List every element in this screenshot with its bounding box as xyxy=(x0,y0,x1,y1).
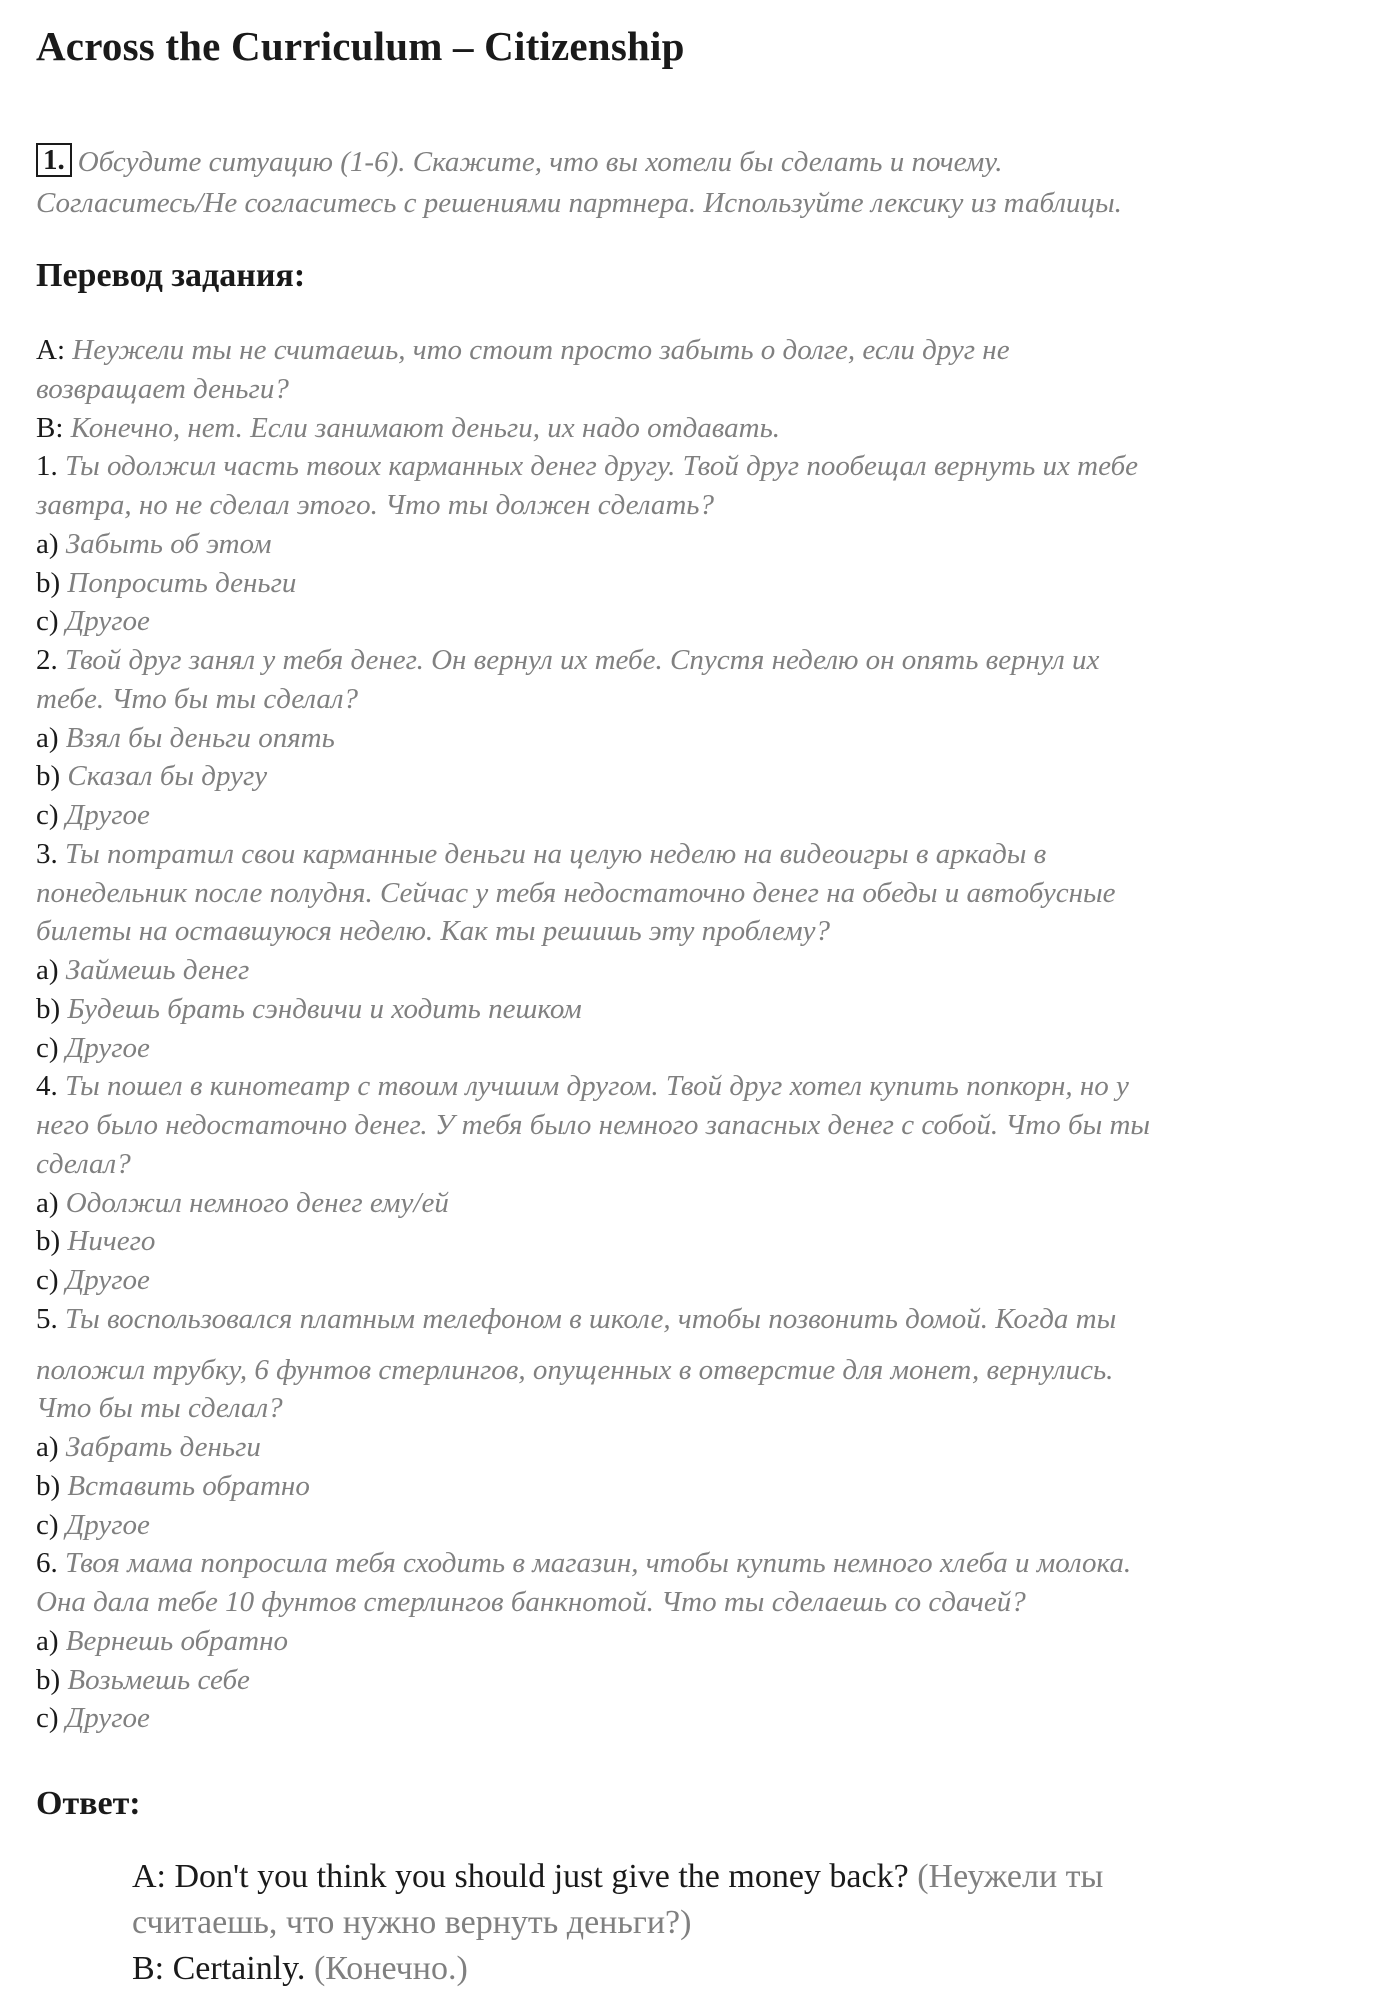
option-item xyxy=(36,1184,1366,1223)
option-mark: b) xyxy=(36,992,61,1025)
situation-number: 1. xyxy=(36,450,58,483)
situation-text: Твой друг занял у тебя денег. Он вернул их тебе. Спустя неделю он опять вернул их xyxy=(65,644,1100,676)
option-item xyxy=(36,951,1366,990)
answer-a-line-2: считаешь, что нужно вернуть деньги?) xyxy=(132,1904,692,1941)
option-item xyxy=(36,796,1366,835)
option-text: Одолжил немного денег ему/ей xyxy=(65,1186,449,1219)
situation-5-line-3: Что бы ты сделал? xyxy=(36,1392,283,1425)
intro-b-line-1 xyxy=(36,409,1366,448)
option-mark: a) xyxy=(36,1431,59,1463)
intro-text: Конечно, нет. Если занимают деньги, их надо отдавать. xyxy=(70,411,781,444)
speaker-label: A: xyxy=(36,334,65,366)
option-mark: a) xyxy=(36,954,59,986)
translation-block xyxy=(36,331,1366,1738)
task-instruction xyxy=(36,142,1366,224)
option-mark: b) xyxy=(36,566,61,599)
option-mark: c) xyxy=(36,605,59,638)
intro-text: Неужели ты не считаешь, что стоит просто забыть о долге, если друг не xyxy=(72,334,1010,366)
situation-3-line-1 xyxy=(36,835,1366,874)
option-text: Другое xyxy=(65,1264,150,1296)
option-item xyxy=(36,602,1366,641)
option-item xyxy=(36,1261,1366,1300)
situation-1-line-2: завтра, но не сделал этого. Что ты должен сделать? xyxy=(36,489,714,521)
option-mark: c) xyxy=(36,1264,59,1296)
option-mark: b) xyxy=(36,760,61,793)
option-mark: c) xyxy=(36,1702,59,1735)
option-text: Вернешь обратно xyxy=(65,1624,288,1657)
option-text: Займешь денег xyxy=(65,954,250,986)
option-text: Вставить обратно xyxy=(67,1469,310,1502)
situation-number: 4. xyxy=(36,1070,58,1103)
situation-2-line-2: тебе. Что бы ты сделал? xyxy=(36,682,359,715)
option-mark: a) xyxy=(36,721,59,754)
situation-3-line-3: билеты на оставшуюся неделю. Как ты решишь эту проблему? xyxy=(36,915,831,948)
option-item xyxy=(36,1029,1366,1068)
answer-block xyxy=(132,1854,1282,1992)
option-mark: b) xyxy=(36,1225,61,1258)
option-item xyxy=(36,1699,1366,1738)
situation-1-line-1 xyxy=(36,447,1366,486)
spacer xyxy=(36,1339,1366,1351)
situation-text: Ты одолжил часть твоих карманных денег другу. Твой друг пообещал вернуть их тебе xyxy=(65,450,1139,483)
situation-3-line-2: понедельник после полудня. Сейчас у тебя недостаточно денег на обеды и автобусные xyxy=(36,876,1116,909)
situation-4-line-3: сделал? xyxy=(36,1147,131,1180)
speaker-label: B: xyxy=(36,411,64,444)
option-item xyxy=(36,1467,1366,1506)
option-item xyxy=(36,1622,1366,1661)
option-mark: c) xyxy=(36,799,59,831)
option-item xyxy=(36,719,1366,758)
intro-a-line-2: возвращает деньги? xyxy=(36,372,289,405)
intro-a-line-1 xyxy=(36,331,1366,370)
option-text: Другое xyxy=(65,799,150,831)
answer-a-line-1 xyxy=(132,1854,1282,1900)
option-item xyxy=(36,1222,1366,1261)
answer-b-line-1 xyxy=(132,1946,1282,1992)
option-text: Другое xyxy=(65,1031,150,1064)
situation-number: 5. xyxy=(36,1302,58,1335)
situation-text: Ты воспользовался платным телефоном в школе, чтобы позвонить домой. Когда ты xyxy=(65,1302,1117,1335)
task-text-1: Обсудите ситуацию (1-6). Скажите, что вы хотели бы сделать и почему. xyxy=(77,146,1003,178)
situation-6-line-1 xyxy=(36,1544,1366,1583)
page-title: Across the Curriculum – Citizenship xyxy=(36,23,685,69)
option-text: Забыть об этом xyxy=(65,527,272,560)
option-mark: a) xyxy=(36,1624,59,1657)
option-mark: c) xyxy=(36,1031,59,1064)
option-mark: c) xyxy=(36,1508,59,1541)
task-line-2: Согласитесь/Не согласитесь с решениями партнера. Используйте лексику из таблицы. xyxy=(36,187,1122,219)
situation-2-line-1 xyxy=(36,641,1366,680)
option-item xyxy=(36,757,1366,796)
option-item xyxy=(36,1428,1366,1467)
option-text: Забрать деньги xyxy=(65,1431,261,1463)
option-mark: a) xyxy=(36,1186,59,1219)
option-text: Другое xyxy=(65,605,150,638)
option-text: Будешь брать сэндвичи и ходить пешком xyxy=(67,992,582,1025)
option-text: Сказал бы другу xyxy=(67,760,268,793)
page xyxy=(36,20,1366,1992)
situation-text: Твоя мама попросила тебя сходить в магазин, чтобы купить немного хлеба и молока. xyxy=(65,1547,1132,1580)
option-item xyxy=(36,1661,1366,1700)
option-text: Ничего xyxy=(67,1225,156,1258)
answer-english: B: Certainly. xyxy=(132,1950,306,1987)
translation-heading: Перевод задания: xyxy=(36,257,306,294)
situation-6-line-2: Она дала тебе 10 фунтов стерлингов банкнотой. Что ты сделаешь со сдачей? xyxy=(36,1586,1026,1618)
option-text: Возьмешь себе xyxy=(67,1663,250,1696)
situation-5-line-1 xyxy=(36,1300,1366,1339)
option-mark: b) xyxy=(36,1469,61,1502)
situation-5-line-2: положил трубку, 6 фунтов стерлингов, опущенных в отверстие для монет, вернулись. xyxy=(36,1353,1114,1386)
answer-heading: Ответ: xyxy=(36,1785,141,1822)
option-item xyxy=(36,525,1366,564)
option-text: Попросить деньги xyxy=(67,566,297,599)
situation-4-line-1 xyxy=(36,1067,1366,1106)
option-mark: a) xyxy=(36,527,59,560)
option-item xyxy=(36,564,1366,603)
option-text: Другое xyxy=(65,1702,150,1735)
situation-number: 6. xyxy=(36,1547,58,1580)
situation-text: Ты пошел в кинотеатр с твоим лучшим другом. Твой друг хотел купить попкорн, но у xyxy=(65,1070,1129,1103)
option-text: Другое xyxy=(65,1508,150,1541)
task-line-1 xyxy=(36,142,1366,183)
answer-russian: (Конечно.) xyxy=(313,1950,468,1987)
option-item xyxy=(36,1506,1366,1545)
situation-text: Ты потратил свои карманные деньги на целую неделю на видеоигры в аркады в xyxy=(65,837,1047,870)
option-text: Взял бы деньги опять xyxy=(65,721,335,754)
answer-english: A: Don't you think you should just give the money back? xyxy=(132,1858,909,1895)
situation-number: 2. xyxy=(36,644,58,676)
answer-russian: (Неужели ты xyxy=(917,1858,1104,1895)
option-item xyxy=(36,990,1366,1029)
task-number-badge: 1. xyxy=(36,143,72,177)
situation-number: 3. xyxy=(36,837,58,870)
option-mark: b) xyxy=(36,1663,61,1696)
situation-4-line-2: него было недостаточно денег. У тебя было немного запасных денег с собой. Что бы ты xyxy=(36,1109,1151,1141)
